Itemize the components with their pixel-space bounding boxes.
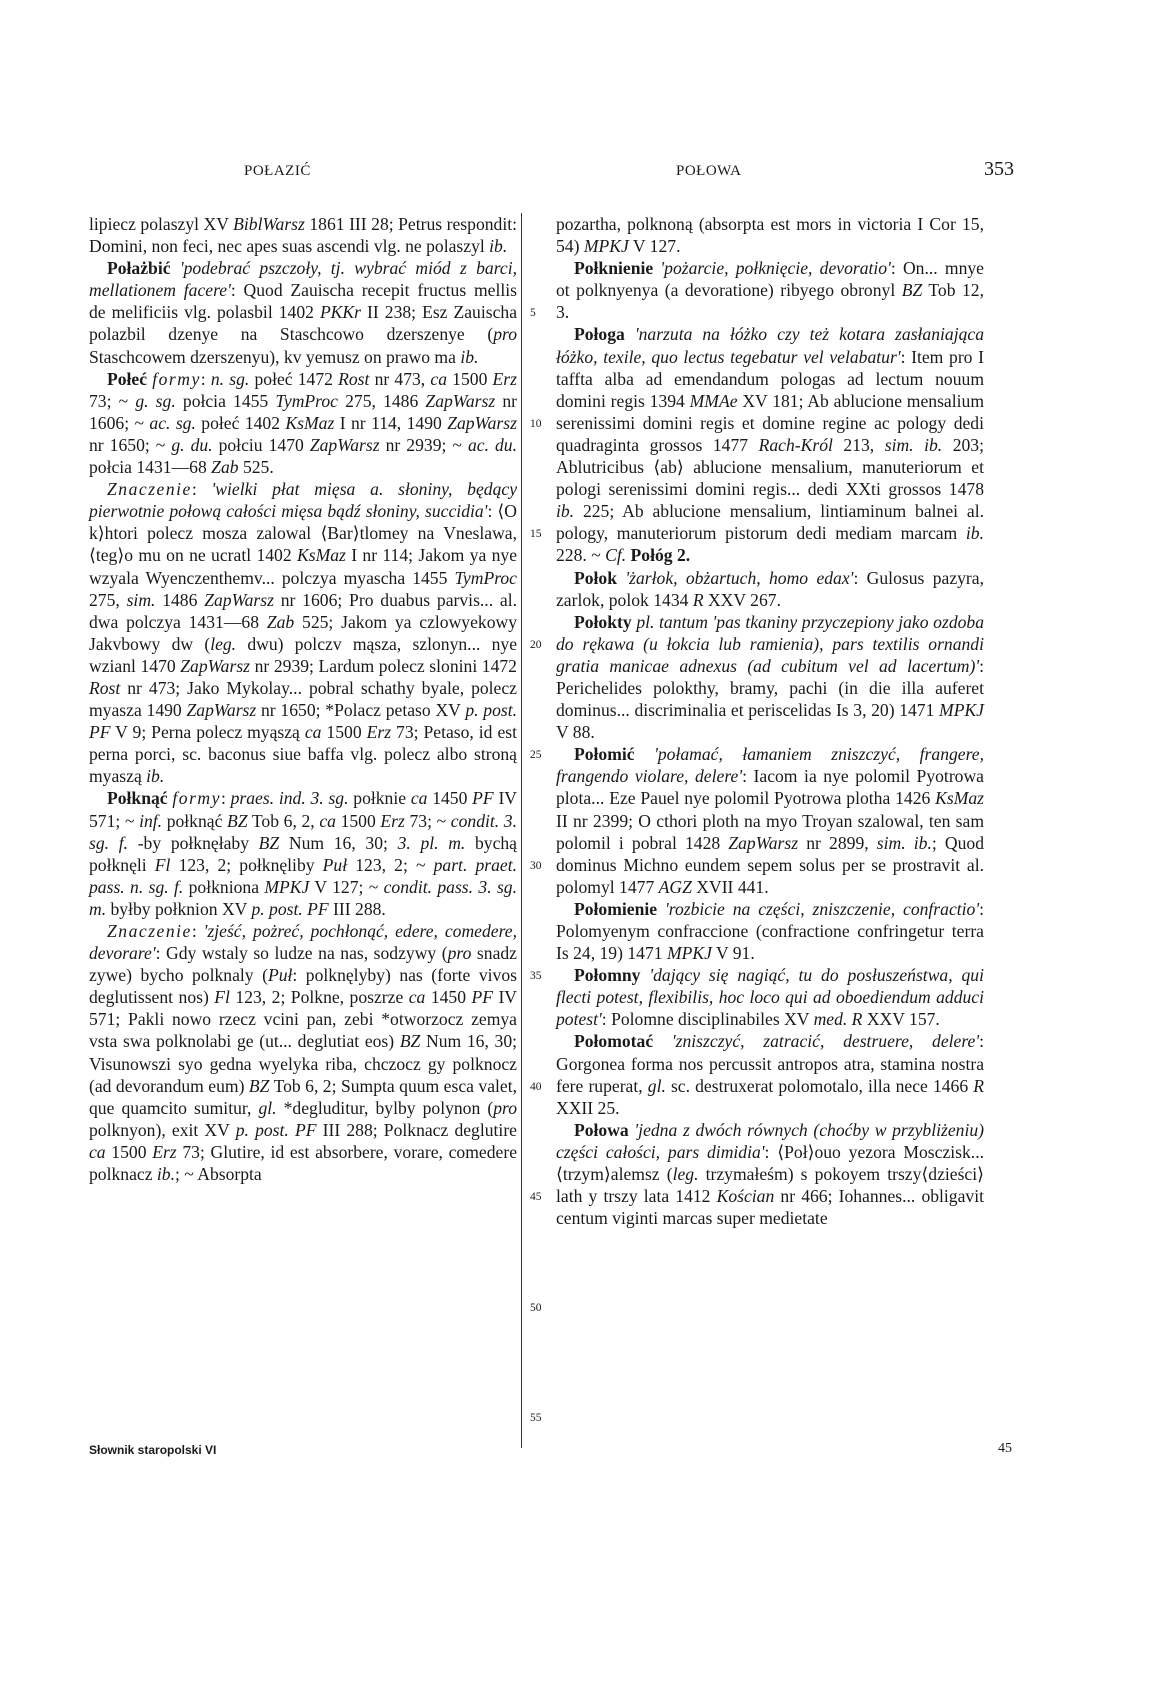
footer-sheet-number: 45: [998, 1441, 1012, 1456]
right-column-paragraph: Połoga 'narzuta na łóżko czy też kotara zasłaniająca łóżko, texile, quo lectus tegebatur vel velabatur': Item pro I taffta alba ad emendandum pologas ad lectum nouum domini regis 1394 MMAe XV 181; Ab ablucione mensalium serenissimi domini regis et domine regine ac pology dedi quadraginta grossos 1477 Rach-Król 213, sim. ib. 203; Ablutricibus ⟨ab⟩ ablucione mensalium, manuteriorum et pologi serenissimi domini regis... dedi XXti grossos 1478 ib. 225; Ab ablucione mensalium, lintiaminum balnei al. pology, manuteriorum pistorum dedi mediam marcam ib. 228. ~ Cf. Połóg 2.: [556, 324, 985, 566]
line-number: 40: [530, 1080, 542, 1093]
right-column-paragraph: Połowa 'jedna z dwóch równych (choćby w przybliżeniu) części całości, pars dimidia': ⟨Poł⟩ouo yezora Mosczisk... ⟨trzym⟩alemsz (leg. trzymałeśm) s pokoyem trszy⟨dzieści⟩ lath y trszy lata 1412 Kościan nr 466; Iohannes... obligavit centum viginti marcas super medietate: [556, 1119, 984, 1229]
left-column-paragraph: Połażbić 'podebrać pszczoły, tj. wybrać miód z barci, mellationem facere': Quod Zauischa recepit fructus mellis de melificiis vlg. polasbil 1402 PKKr II 238; Esz Zauischa polazbil dzenye na Staschcowo dzerszenye (pro Staschcowem dzerszenyu), kv yemusz on prawo ma ib.: [89, 258, 517, 367]
line-number: 35: [530, 970, 542, 983]
running-head-left: POŁAZIĆ: [244, 163, 311, 179]
left-column-paragraph: lipiecz polaszyl XV BiblWarsz 1861 III 28; Petrus respondit: Domini, non feci, nec apes suas ascendi vlg. ne polaszyl ib.: [89, 214, 518, 257]
column-rule: [521, 213, 522, 1448]
right-column-paragraph: pozartha, polknoną (absorpta est mors in victoria I Cor 15, 54) MPKJ V 127.: [556, 214, 984, 257]
line-number: 30: [530, 859, 542, 872]
line-number: 20: [530, 638, 542, 651]
right-column-paragraph: Połomny 'dający się nagiąć, tu do posłuszeństwa, qui flecti potest, flexibilis, hoc loco qui ad oboediendum adduci potest': Polomne disciplinabiles XV med. R XXV 157.: [556, 965, 984, 1030]
left-column-paragraph: Znaczenie: 'wielki płat mięsa a. słoniny, będący pierwotnie połową całości mięsa bądź słoniny, succidia': ⟨O k⟩htori polecz mosza zalowal ⟨Bar⟩tlomey na Vneslawa, ⟨teg⟩o mu on ne ucratl 1402 KsMaz I nr 114; Jakom ya nye wzyala Wyenczenthemv... polczya myascha 1455 TymProc 275, sim. 1486 ZapWarsz nr 1606; Pro duabus parvis... al. dwa polczya 1431—68 Zab 525; Jakom ya czlowyekowy Jakvbowy dw (leg. dwu) polczv mąsza, szlonyn... nye wzianl 1470 ZapWarsz nr 2939; Lardum polecz slonini 1472 Rost nr 473; Jako Mykolay... pobral schathy byale, polecz myasza 1490 ZapWarsz nr 1650; *Polacz petaso XV p. post. PF V 9; Perna polecz myąszą ca 1500 Erz 73; Petaso, id est perna porci, sc. baconus siue baffa vlg. polecz albo stroną myaszą ib.: [89, 479, 518, 787]
right-column-paragraph: Połok 'żarłok, obżartuch, homo edax': Gulosus pazyra, zarlok, polok 1434 R XXV 267.: [556, 567, 984, 610]
line-number: 15: [530, 528, 542, 541]
left-column-paragraph: Połknąć formy: praes. ind. 3. sg. połknie ca 1450 PF IV 571; ~ inf. połknąć BZ Tob 6, 2, ca 1500 Erz 73; ~ condit. 3. sg. f. -by połknęłaby BZ Num 16, 30; 3. pl. m. bychą połknęli Fl 123, 2; połknęliby Puł 123, 2; ~ part. praet. pass. n. sg. f. połkniona MPKJ V 127; ~ condit. pass. 3. sg. m. byłby połknion XV p. post. PF III 288.: [89, 788, 518, 919]
running-head-center: POŁOWA: [676, 163, 742, 179]
right-column-paragraph: Połomić 'połamać, łamaniem zniszczyć, frangere, frangendo violare, delere': Iacom ia nye polomil Pyotrowa plota... Eze Pauel nye polomil Pyotrowa plotha 1426 KsMaz II nr 2399; O cthori ploth na myo Troyan szalowal, ten sam polomil i pobral 1428 ZapWarsz nr 2899, sim. ib.; Quod dominus Michno eundem sepem solus per se prostravit al. polomyl 1477 AGZ XVII 441.: [556, 744, 985, 897]
line-number: 45: [530, 1191, 542, 1204]
line-number: 5: [530, 307, 536, 320]
left-column: [89, 213, 517, 1185]
line-number: 50: [530, 1301, 542, 1314]
line-number: 25: [530, 749, 542, 762]
right-column-paragraph: Połomienie 'rozbicie na części, zniszczenie, confractio': Polomyenym confraccione (confractione confringetur terra Is 24, 19) 1471 MPKJ V 91.: [556, 898, 984, 964]
line-number: 55: [530, 1412, 542, 1425]
right-column-paragraph: Połknienie 'pożarcie, połknięcie, devoratio': On... mnye ot polknyenya (a devoratione) ribyego obronyl BZ Tob 12, 3.: [556, 258, 984, 323]
left-column-paragraph: Znaczenie: 'zjeść, pożreć, pochłonąć, edere, comedere, devorare': Gdy wstaly so ludze na nas, sodzywy (pro snadz zywe) bycho polknaly (Puł: polknęlyby) nas (forte vivos deglutissent nos) Fl 123, 2; Polkne, poszrze ca 1450 PF IV 571; Pakli nowo rzecz vcini pan, zebi *otworzocz zemya vsta swa polknolabi ge (ut... deglutiat eos) BZ Num 16, 30; Visunowszi syo gedna wyelyka riba, chczocz gy polknocz (ad devorandum eum) BZ Tob 6, 2; Sumpta quum esca valet, que quamcito sumitur, gl. *degluditur, bylby polynon (pro polknyon), exit XV p. post. PF III 288; Polknacz deglutire ca 1500 Erz 73; Glutire, id est absorbere, vorare, comedere polknacz ib.; ~ Absorpta: [89, 921, 518, 1185]
right-column: [556, 213, 984, 1229]
line-number: 10: [530, 417, 542, 430]
page-number: 353: [984, 158, 1014, 180]
left-column-paragraph: Połeć formy: n. sg. połeć 1472 Rost nr 473, ca 1500 Erz 73; ~ g. sg. połcia 1455 TymProc 275, 1486 ZapWarsz nr 1606; ~ ac. sg. połeć 1402 KsMaz I nr 114, 1490 ZapWarsz nr 1650; ~ g. du. połciu 1470 ZapWarsz nr 2939; ~ ac. du. połcia 1431—68 Zab 525.: [89, 368, 518, 478]
right-column-paragraph: Połomotać 'zniszczyć, zatracić, destruere, delere': Gorgonea forma nos percussit antropos atra, stamina nostra fere ruperat, gl. sc. destruxerat polomotalo, illa nece 1466 R XXII 25.: [556, 1031, 984, 1118]
footer-signature: Słownik staropolski VI: [89, 1443, 217, 1457]
right-column-paragraph: Połokty pl. tantum 'pas tkaniny przyczepiony jako ozdoba do rękawa (u łokcia lub ramienia), pars textilis ornandi gratia manicae adnexus (ad cubitum vel ad lacertum)': Perichelides polokthy, bramy, pachi (in die illa auferet dominus... discriminalia et periscelidas Is 3, 20) 1471 MPKJ V 88.: [556, 611, 985, 743]
